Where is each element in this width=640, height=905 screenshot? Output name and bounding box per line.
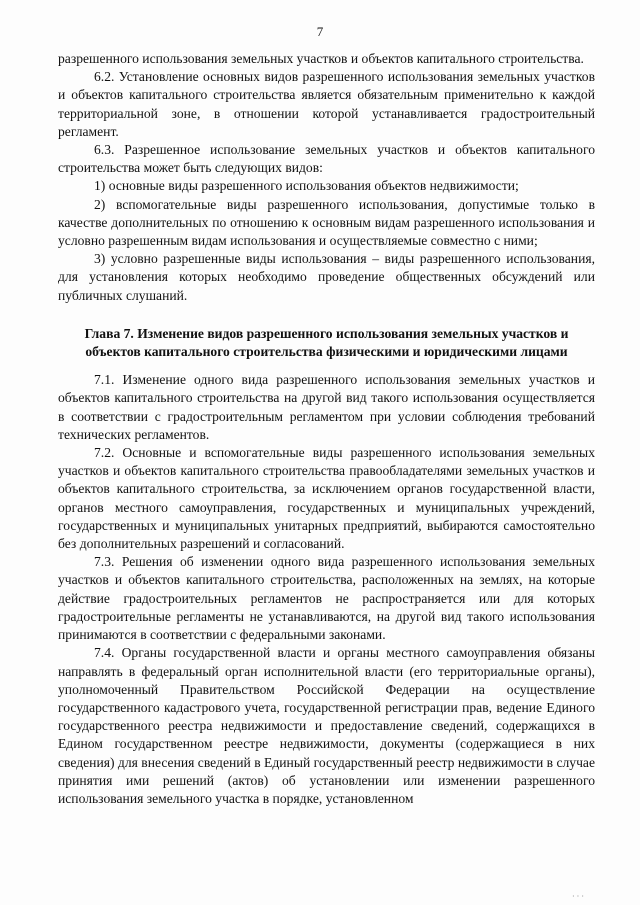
paragraph: 7.1. Изменение одного вида разрешенного использования земельных участков и объектов капитального строительства на другой вид такого использования осуществляется в соответствии с градостроительным регламентом при условии соблюдения требований технических регламентов. [58,372,595,442]
paragraph: 3) условно разрешенные виды использования – виды разрешенного использования, для установления которых необходимо проведение общественных обсуждений или публичных слушаний. [58,251,595,303]
paragraph: 6.3. Разрешенное использование земельных участков и объектов капитального строительства может быть следующих видов: [58,142,595,176]
scan-artifact: · · · [572,892,584,901]
paragraph: разрешенного использования земельных участков и объектов капитального строительства. [58,51,584,66]
paragraph: 7.3. Решения об изменении одного вида разрешенного использования земельных участков и объектов капитального строительства, расположенных на землях, на которые действие градостроительных регламентов не распространяется или для которых градостроительные регламенты не устанавливаются, на другой вид такого использования принимаются в соответствии с федеральными законами. [58,554,595,643]
paragraph: 7.4. Органы государственной власти и органы местного самоуправления обязаны направлять в федеральный орган исполнительной власти (его территориальные органы), уполномоченный Правительством Российской Федерации на осуществление государственного кадастрового учета, государственной регистрации прав, ведение Единого государственного реестра недвижимости и предоставление сведений, содержащихся в Едином государственном реестре недвижимости, документы (содержащиеся в них сведения) для внесения сведений в Единый государственный реестр недвижимости в случае принятия ими решений (актов) об установлении или изменении разрешенного использования земельного участка в порядке, установленном [58,645,595,806]
paragraph: 7.2. Основные и вспомогательные виды разрешенного использования земельных участков и объектов капитального строительства правообладателями земельных участков и объектов капитального строительства, за исключением органов государственной власти, органов местного самоуправления, государственных и муниципальных учреждений, государственных и муниципальных унитарных предприятий, выбираются самостоятельно без дополнительных разрешений и согласований. [58,445,595,552]
paragraph: 6.2. Установление основных видов разрешенного использования земельных участков и объектов капитального строительства является обязательным применительно к каждой территориальной зоне, в отношении которой устанавливается градостроительный регламент. [58,69,595,139]
section-6-continuation [58,50,595,305]
document-body [58,50,595,808]
chapter-heading: Глава 7. Изменение видов разрешенного использования земельных участков и объектов капитального строительства физическими и юридическими лицами [84,325,569,360]
page-number: 7 [316,24,324,39]
paragraph: 1) основные виды разрешенного использования объектов недвижимости; [94,178,519,194]
section-7-body [58,371,595,808]
paragraph: 2) вспомогательные виды разрешенного использования, допустимые только в качестве дополнительных по отношению к основным видам разрешенного использования и условно разрешенным видам использования и осуществляемые совместно с ними; [58,196,595,249]
